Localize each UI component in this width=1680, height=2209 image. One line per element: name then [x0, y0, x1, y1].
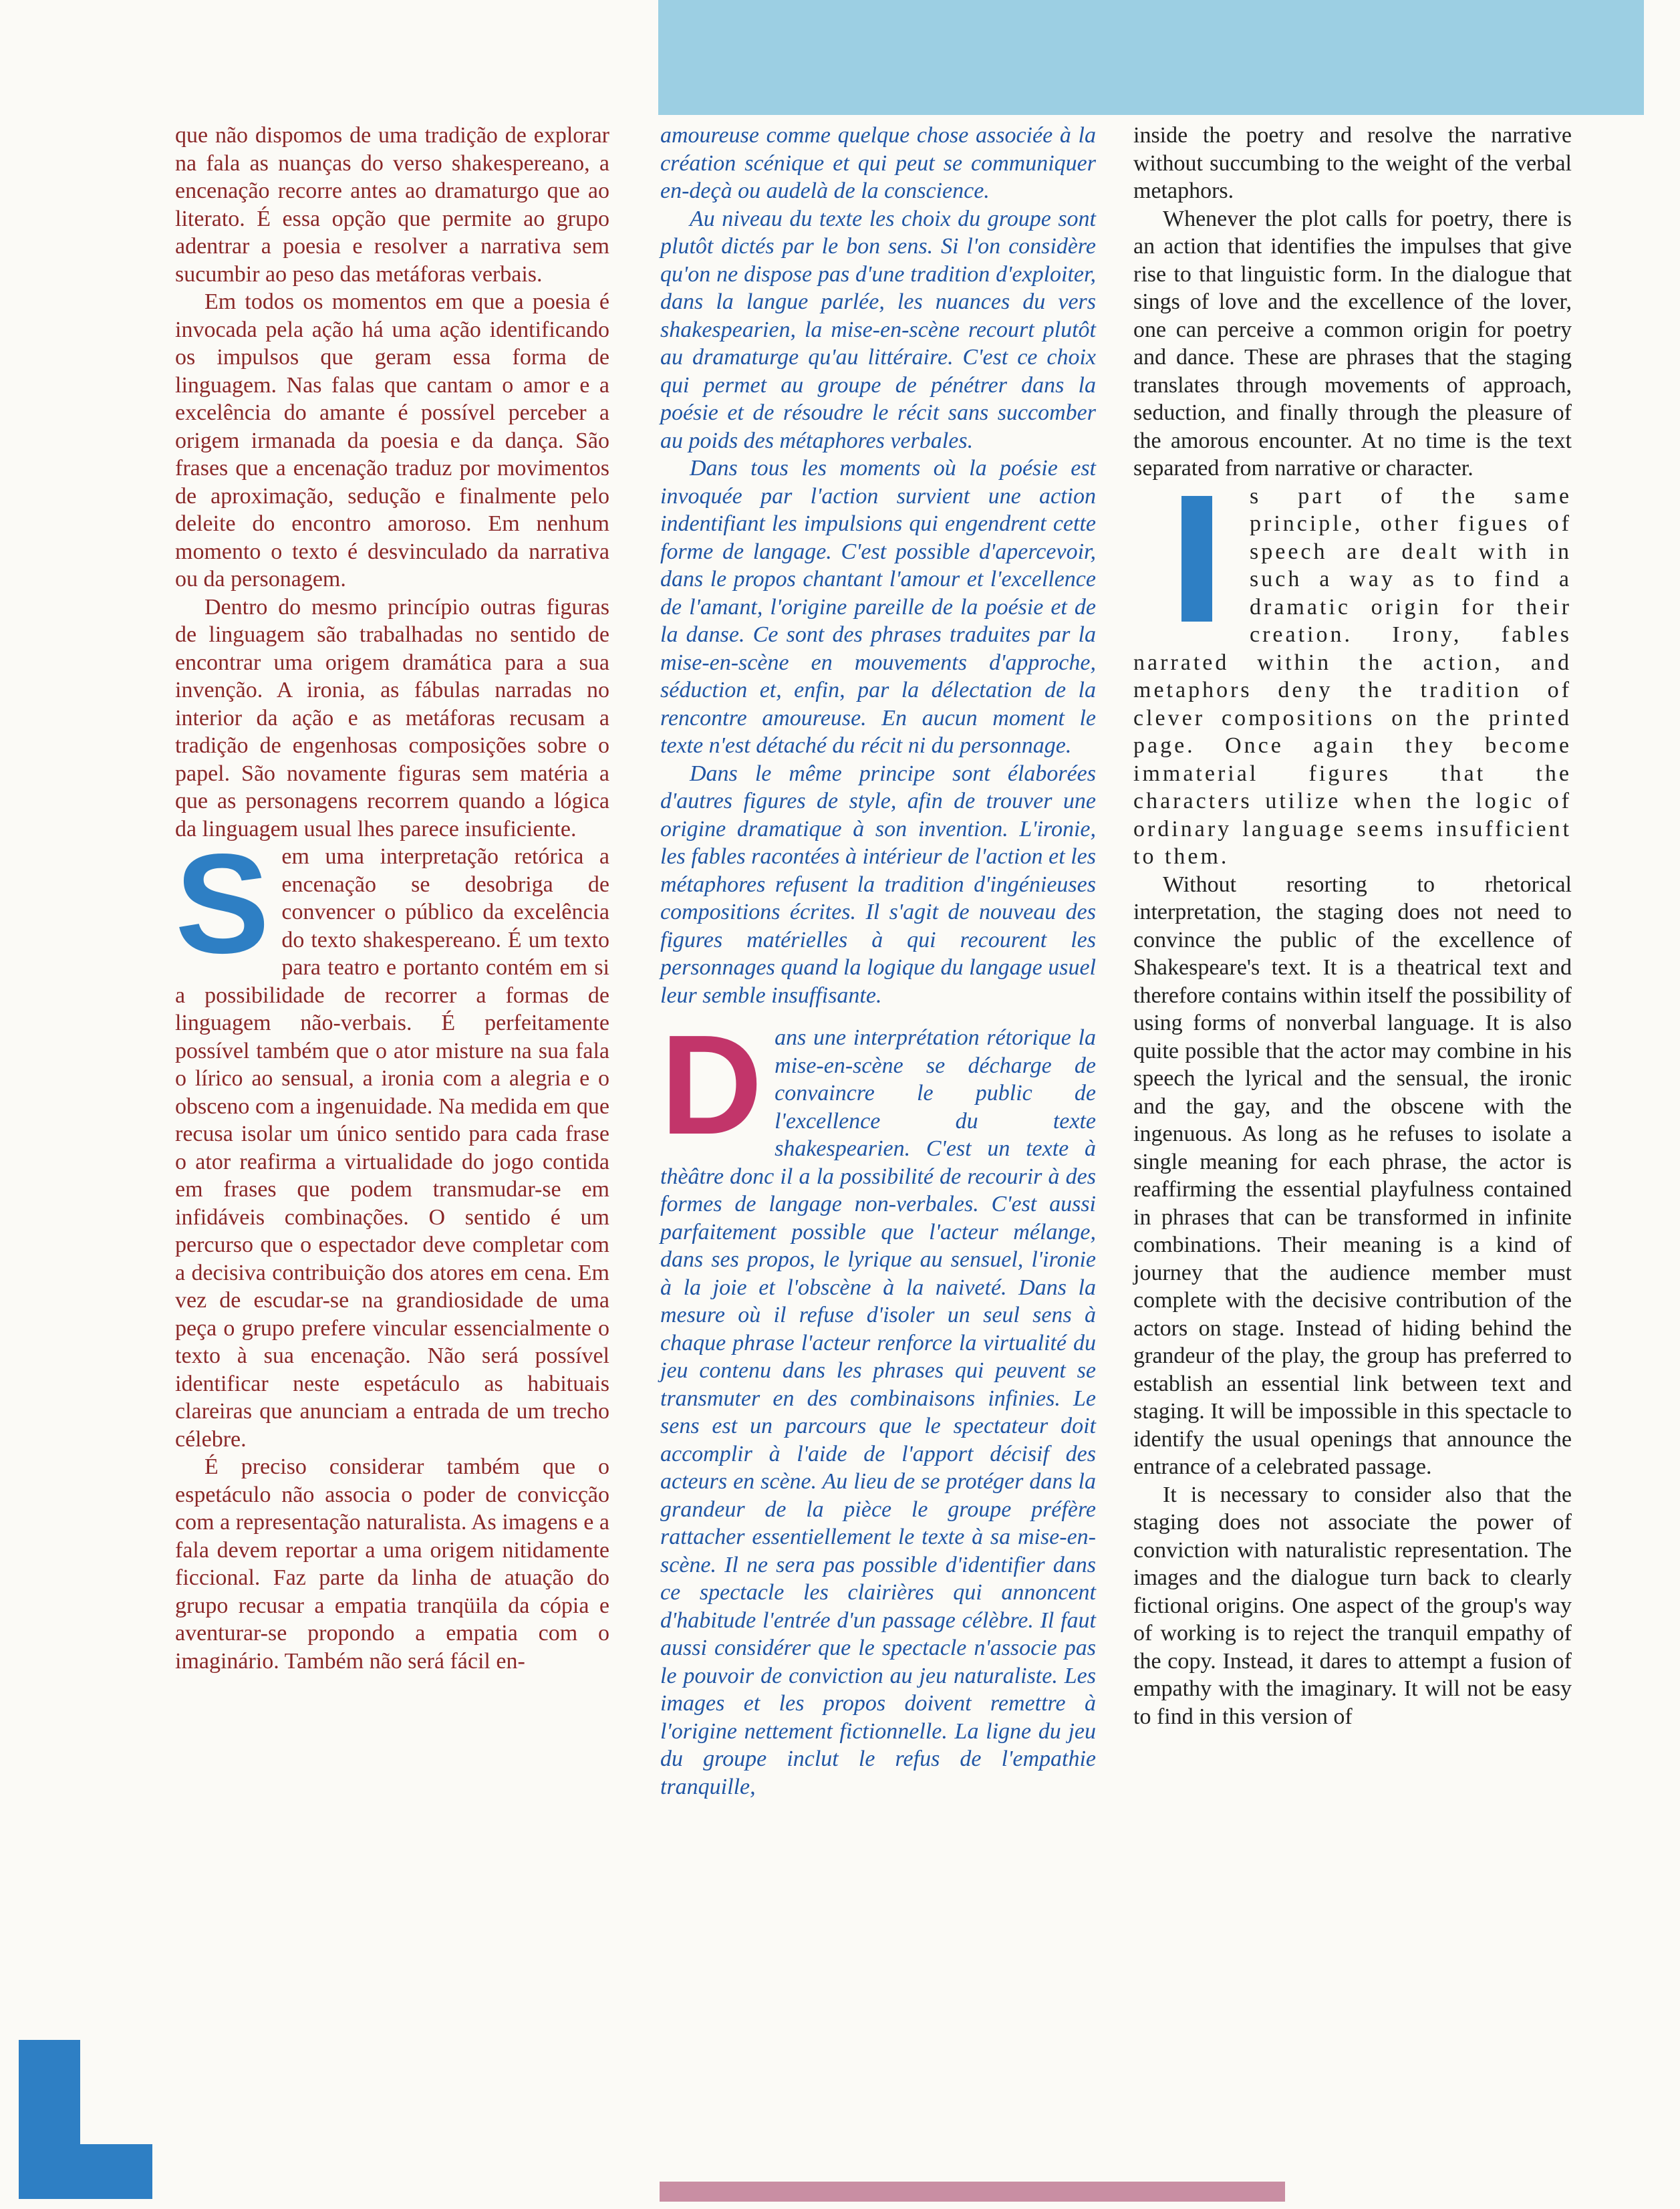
pt-paragraph-5: É preciso considerar também que o espetáculo não associa o poder de convicção com a representação naturalista. As imagens e a fala devem reportar a uma origem nitidamente ficcional. Faz parte da linha de atuação do grupo recusar a empatia tranqüila da cópia e aventurar-se propondo a empatia com o imaginário. Também não será fácil en- — [175, 1454, 609, 1674]
column-portuguese — [175, 122, 609, 1675]
corner-l-mark-foot — [19, 2144, 152, 2199]
pt-paragraph-2: Em todos os momentos em que a poesia é invocada pela ação há uma ação identificando os impulsos que geram essa forma de linguagem. Nas falas que cantam o amor e a excelência do amante é possível perceber a origem irmanada da poesia e da dança. São frases que a encenação traduz por movimentos de aproximação, sedução e finalmente pelo deleite do encontro amoroso. Em nenhum momento o texto é desvinculado da narrativa ou da personagem. — [175, 289, 609, 592]
pt-paragraph-3: Dentro do mesmo princípio outras figuras de linguagem são trabalhadas no sentido de encontrar uma origem dramática para a sua invenção. A ironia, as fábulas narradas no interior da ação e as metáforas recusam a tradição de engenhosas composições sobre o papel. São novamente figuras sem matéria a que as personagens recorrem quando a lógica da linguagem usual lhes parece insuficiente. — [175, 594, 609, 841]
fr-paragraph-1: amoureuse comme quelque chose associée à la création scénique et qui peut se communiquer en-deçà ou audelà de la conscience. — [660, 123, 1096, 203]
column-english — [1133, 122, 1572, 1730]
en-paragraph-3 — [1133, 483, 1572, 871]
en-paragraph-1: inside the poetry and resolve the narrative without succumbing to the weight of the verbal metaphors. — [1133, 123, 1572, 203]
column-french — [660, 122, 1096, 1801]
pt-paragraph-4-text: em uma interpretação retórica a encenação se desobriga de convencer o público da excelência do texto shakespereano. É um texto para teatro e portanto contém em si a possibilidade de recorrer a formas de linguagem não-verbais. É perfeitamente possível também que o ator misture na sua fala o lírico ao sensual, a ironia com a alegria e o obsceno com a ingenuidade. Na medida em que recusa isolar um único sentido para cada frase o ator reafirma a virtualidade do jogo contida em frases que podem transmudar-se em infidáveis combinações. O sentido é um percurso que o espectador deve completar com a decisiva contribuição dos atores em cena. Em vez de escudar-se na grandiosidade de uma peça o grupo prefere vincular essencialmente o texto à sua encenação. Não será possível identificar neste espetáculo as habituais clareiras que anunciam a entrada de um trecho célebre. — [175, 844, 609, 1452]
pt-paragraph-4 — [175, 824, 609, 1453]
fr-paragraph-4: Dans le même principe sont élaborées d'autres figures de style, afin de trouver une origine dramatique à son invention. L'ironie, les fables racontées à intérieur de l'action et les métaphores refusent la tradition d'ingénieuses compositions écrites. Il s'agit de nouveau des figures matérielles à qui recourent les personnages quand la logique du langage usuel leur semble insuffisante. — [660, 761, 1096, 1008]
fr-paragraph-5 — [660, 1005, 1096, 1801]
en-paragraph-2: Whenever the plot calls for poetry, there is an action that identifies the impulses that give rise to that linguistic form. In the dialogue that sings of love and the excellence of the lover, one can perceive a common origin for poetry and dance. These are phrases that the staging translates through movements of approach, seduction, and finally through the pleasure of the amorous encounter. At no time is the text separated from narrative or character. — [1133, 206, 1572, 481]
en-paragraph-4: Without resorting to rhetorical interpretation, the staging does not need to convince the public of the excellence of Shakespeare's text. It is a theatrical text and therefore contains within itself the possibility of using forms of nonverbal language. It is also quite possible that the actor may combine in his speech the lyrical and the sensual, the ironic and the gay, and the obscene with the ingenuous. As long as he refuses to isolate a single meaning for each phrase, the actor is reaffirming the essential playfulness contained in phrases that can be transformed in infinite combinations. Their meaning is a kind of journey that the audience member must complete with the decisive contribution of the actors on stage. Instead of hiding behind the grandeur of the play, the group has preferred to establish an essential link between text and staging. It will be impossible in this spectacle to identify the usual openings that announce the entrance of a celebrated passage. — [1133, 872, 1572, 1479]
en-paragraph-5: It is necessary to consider also that the staging does not associate the power of conviction with naturalistic representation. The images and the dialogue turn back to clearly fictional origins. One aspect of the group's way of working is to reject the tranquil empathy of the copy. Instead, it dares to attempt a fusion of empathy with the imaginary. It will not be easy to find in this version of — [1133, 1482, 1572, 1729]
dropcap-i-bar — [1181, 496, 1212, 622]
pt-paragraph-1: que não dispomos de uma tradição de explorar na fala as nuanças do verso shakespereano, a encenação recorre antes ao dramaturgo que ao literato. É essa opção que permite ao grupo adentrar a poesia e resolver a narrativa sem sucumbir ao peso das metáforas verbais. — [175, 123, 609, 287]
corner-l-mark — [19, 2040, 80, 2199]
bottom-color-bar — [660, 2182, 1285, 2202]
fr-paragraph-5-text: ans une interprétation rétorique la mise-en-scène se décharge de convaincre le public de l'excellence du texte shakespearien. C'est un texte à thèâtre donc il a la possibilité de recourir à des formes de langage non-verbales. C'est aussi parfaitement possible que l'acteur mélange, dans ses propos, le lyrique au sensuel, l'ironie à la joie et l'obscène à la naiveté. Dans la mesure où il refuse d'isoler un seul sens à chaque phrase l'acteur renforce la virtualité du jeu contenu dans les phrases qui peuvent se transmuter en des combinaisons infinies. Le sens est un parcours que le spectateur doit accomplir à l'aide de l'apport décisif des acteurs en scène. Au lieu de se protéger dans la grandeur de la pièce le groupe préfère rattacher essentiellement le texte à sa mise-en-scène. Il ne sera pas possible d'identifier dans ce spectacle les clairières qui annoncent d'habitude l'entrée d'un passage célèbre. Il faut aussi considérer que le spectacle n'associe pas le pouvoir de conviction au jeu naturaliste. Les images et les propos doivent remettre à l'origine nettement fictionnelle. La ligne du jeu du groupe inclut le refus de l'empathie tranquille, — [660, 1025, 1096, 1799]
en-paragraph-3-text: s part of the same principle, other figues of speech are dealt with in such a way as to find a dramatic origin for their creation. Irony, fables narrated within the action, and metaphors deny the tradition of clever compositions on the printed page. Once again they become immaterial figures that the characters utilize when the logic of ordinary language seems insufficient to them. — [1133, 483, 1572, 869]
top-color-bar — [658, 0, 1644, 115]
dropcap-s: S — [175, 824, 270, 983]
fr-paragraph-2: Au niveau du texte les choix du groupe sont plutôt dictés par le bon sens. Si l'on considère qu'on ne dispose pas d'une tradition d'exploiter, dans la langue parlée, les nuances du vers shakespearien, la mise-en-scène recourt plutôt au dramaturge qu'au littéraire. C'est ce choix qui permet au groupe de pénétrer dans la poésie et de résoudre le récit sans succomber au poids des métaphores verbales. — [660, 206, 1096, 453]
dropcap-d: D — [660, 1005, 763, 1164]
fr-paragraph-3: Dans tous les moments où la poésie est invoquée par l'action survient une action indentifiant les impulsions qui engendrent cette forme de langage. C'est possible d'apercevoir, dans le propos chantant l'amour et l'excellence de l'amant, l'origine pareille de la poésie et de la danse. Ce sont des phrases traduites par la mise-en-scène en mouvements d'approche, séduction et, enfin, par la délectation de la rencontre amoureuse. En aucun moment le texte n'est détaché du récit ni du personnage. — [660, 456, 1096, 758]
